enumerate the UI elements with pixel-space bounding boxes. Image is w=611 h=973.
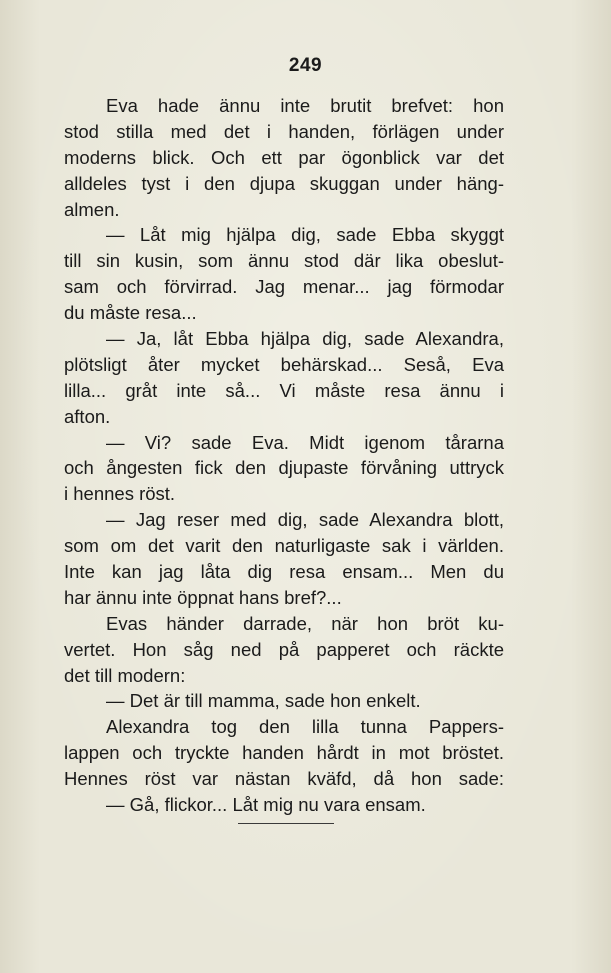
text-line: Inte kan jag låta dig resa ensam... Men du	[64, 561, 504, 583]
text-line: afton.	[64, 405, 111, 427]
text-line: till sin kusin, som ännu stod där lika obeslut-	[64, 250, 504, 272]
text-line: vertet. Hon såg ned på papperet och räckte	[64, 638, 504, 660]
text-line: i hennes röst.	[64, 483, 176, 505]
text-line: almen.	[64, 198, 120, 220]
text-line: Hennes röst var nästan kväfd, då hon sade:	[64, 768, 504, 790]
text-line: moderns blick. Och ett par ögonblick var det	[64, 146, 504, 168]
text-line: — Jag reser med dig, sade Alexandra blott,	[106, 509, 504, 531]
text-line: du måste resa...	[64, 302, 197, 324]
text-line: sam och förvirrad. Jag menar... jag förmodar	[64, 276, 504, 298]
body-text	[64, 93, 504, 818]
text-line: lappen och tryckte handen hårdt in mot bröstet.	[64, 742, 504, 764]
text-line: det till modern:	[64, 664, 186, 686]
section-divider	[238, 823, 334, 824]
text-line: — Gå, flickor... Låt mig nu vara ensam.	[106, 794, 426, 816]
text-line: och ångesten fick den djupaste förvåning uttryck	[64, 457, 504, 479]
text-line: Alexandra tog den lilla tunna Pappers-	[106, 716, 504, 738]
text-line: alldeles tyst i den djupa skuggan under häng-	[64, 172, 504, 194]
text-line: som om det varit den naturligaste sak i världen.	[64, 535, 504, 557]
text-line: Evas händer darrade, när hon bröt ku-	[106, 612, 504, 634]
text-line: — Det är till mamma, sade hon enkelt.	[106, 690, 421, 712]
text-line: plötsligt åter mycket behärskad... Seså, Eva	[64, 353, 504, 375]
text-line: — Vi? sade Eva. Midt igenom tårarna	[106, 431, 504, 453]
text-line: — Ja, låt Ebba hjälpa dig, sade Alexandra,	[106, 328, 504, 350]
text-line: stod stilla med det i handen, förlägen under	[64, 120, 504, 142]
text-line: Eva hade ännu inte brutit brefvet: hon	[106, 95, 504, 116]
text-line: — Låt mig hjälpa dig, sade Ebba skyggt	[106, 224, 504, 246]
text-line: lilla... gråt inte så... Vi måste resa ännu i	[64, 379, 504, 401]
page-number: 249	[288, 55, 323, 76]
text-line: har ännu inte öppnat hans bref?...	[64, 586, 342, 608]
